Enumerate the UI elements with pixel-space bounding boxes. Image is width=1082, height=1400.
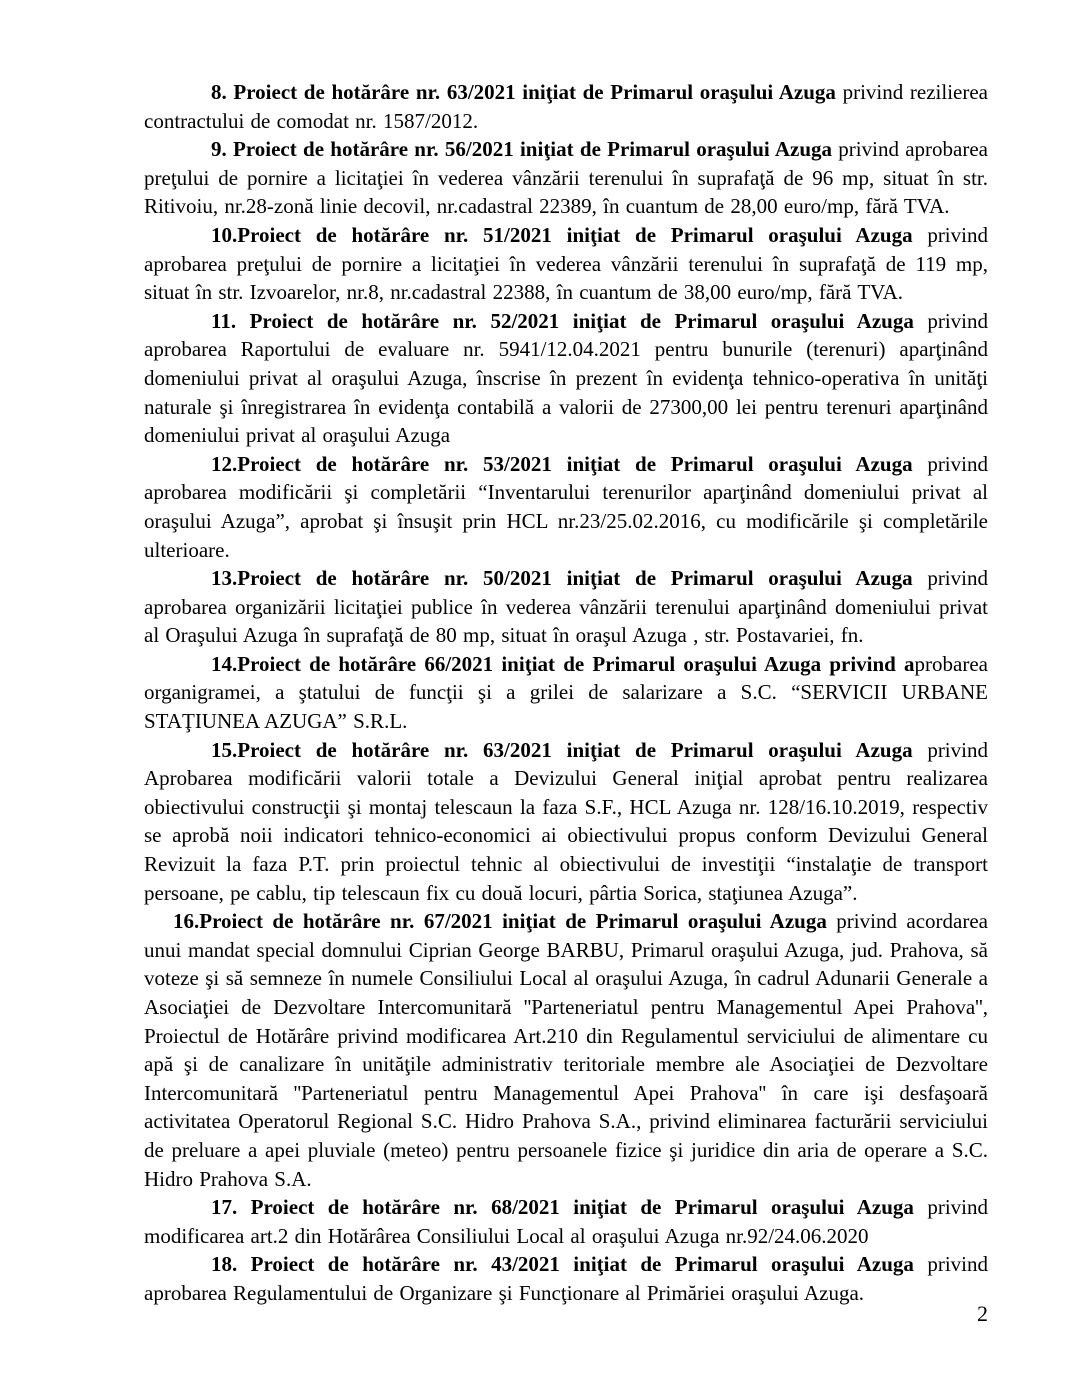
agenda-item-14 [144, 650, 988, 736]
agenda-item-18-title: 18. Proiect de hotărâre nr. 43/2021 iniţiat de Primarul oraşului Azuga [211, 1252, 914, 1277]
agenda-item-15-body: privind Aprobarea modificării valorii totale a Devizului General iniţial aprobat pentru realizarea obiectivului construcţii şi montaj telescaun la faza S.F., HCL Azuga nr. 128/16.10.2019, respectiv se aprobă noii indicatori tehnico-economici ai obiectivului propus conform Devizului General Revizuit la faza P.T. prin proiectul tehnic al obiectivului de investiţii “instalaţie de transport persoane, pe cablu, tip telescaun fix cu două locuri, pârtia Sorica, staţiunea Azuga”. [144, 737, 988, 905]
agenda-item-16-title: 16.Proiect de hotărâre nr. 67/2021 iniţiat de Primarul oraşului Azuga [173, 909, 827, 934]
agenda-item-17-title: 17. Proiect de hotărâre nr. 68/2021 iniţiat de Primarul oraşului Azuga [211, 1195, 914, 1220]
agenda-item-12 [144, 450, 988, 564]
agenda-item-15-title: 15.Proiect de hotărâre nr. 63/2021 iniţiat de Primarul oraşului Azuga [211, 737, 913, 762]
agenda-item-11 [144, 307, 988, 450]
agenda-item-10 [144, 221, 988, 307]
agenda-item-8-body: privind rezilierea contractului de comodat nr. 1587/2012. [144, 80, 988, 133]
agenda-item-8-title: 8. Proiect de hotărâre nr. 63/2021 iniţiat de Primarul oraşului Azuga [211, 80, 836, 104]
agenda-item-18-body: privind aprobarea Regulamentului de Organizare şi Funcţionare al Primăriei oraşului Azuga. [144, 1252, 988, 1305]
agenda-item-17-body: privind modificarea art.2 din Hotărârea Consiliului Local al oraşului Azuga nr.92/24.06.2020 [144, 1195, 988, 1248]
agenda-item-9-body: privind aprobarea preţului de pornire a licitaţiei în vederea vânzării terenului în suprafaţă de 96 mp, situat în str. Ritivoiu, nr.28-zonă linie decovil, nr.cadastral 22389, în cuantum de 28,00 euro/mp, fără TVA. [144, 137, 988, 219]
agenda-item-18 [144, 1250, 988, 1307]
agenda-item-13-body: privind aprobarea organizării licitaţiei publice în vederea vânzării terenului aparţinând domeniului privat al Oraşului Azuga în suprafaţă de 80 mp, situat în oraşul Azuga , str. Postavariei, fn. [144, 566, 988, 648]
agenda-item-16-body: privind acordarea unui mandat special domnului Ciprian George BARBU, Primarul oraşului Azuga, jud. Prahova, să voteze şi să semneze în numele Consiliului Local al oraşului Azuga, în cadrul Adunarii Generale a Asociaţiei de Dezvoltare Intercomunitară ''Parteneriatul pentru Managementul Apei Prahova'', Proiectul de Hotărâre privind modificarea Art.210 din Regulamentul serviciului de alimentare cu apă şi de canalizare în unităţile administrativ teritoriale membre ale Asociaţiei de Dezvoltare Intercomunitară ''Parteneriatul pentru Managementul Apei Prahova'' în care işi desfaşoară activitatea Operatorul Regional S.C. Hidro Prahova S.A., privind eliminarea facturării serviciului de preluare a apei pluviale (meteo) pentru persoanele fizice şi juridice din aria de operare a S.C. Hidro Prahova S.A. [144, 909, 988, 1191]
agenda-item-15 [144, 736, 988, 908]
agenda-item-13 [144, 564, 988, 650]
agenda-item-9-title: 9. Proiect de hotărâre nr. 56/2021 iniţiat de Primarul oraşului Azuga [211, 137, 833, 162]
agenda-item-10-title: 10.Proiect de hotărâre nr. 51/2021 iniţiat de Primarul oraşului Azuga [211, 222, 913, 247]
agenda-item-10-body: privind aprobarea preţului de pornire a licitaţiei în vederea vânzării terenului în suprafaţă de 119 mp, situat în str. Izvoarelor, nr.8, nr.cadastral 22388, în cuantum de 38,00 euro/mp, fără TVA. [144, 222, 988, 305]
agenda-item-14-title: 14.Proiect de hotărâre 66/2021 iniţiat de Primarul oraşului Azuga privind a [211, 651, 915, 676]
agenda-item-8 [144, 78, 988, 135]
agenda-item-13-title: 13.Proiect de hotărâre nr. 50/2021 iniţiat de Primarul oraşului Azuga [211, 566, 913, 591]
agenda-item-9 [144, 135, 988, 221]
document-page [144, 78, 988, 1308]
agenda-item-17 [144, 1193, 988, 1250]
agenda-item-14-body: probarea organigramei, a ştatului de funcţii şi a grilei de salarizare a S.C. “SERVICII URBANE STAŢIUNEA AZUGA” S.R.L. [144, 651, 988, 734]
page-number: 2 [977, 1301, 988, 1326]
agenda-item-11-title: 11. Proiect de hotărâre nr. 52/2021 iniţiat de Primarul oraşului Azuga [211, 308, 914, 333]
agenda-item-11-body: privind aprobarea Raportului de evaluare nr. 5941/12.04.2021 pentru bunurile (terenuri) aparţinând domeniului privat al oraşului Azuga, înscrise în prezent în evidenţa tehnico-operativa în unităţi naturale şi înregistrarea în evidenţa contabilă a valorii de 27300,00 lei pentru terenuri aparţinând domeniului privat al oraşului Azuga [144, 308, 988, 448]
agenda-item-12-title: 12.Proiect de hotărâre nr. 53/2021 iniţiat de Primarul oraşului Azuga [211, 451, 913, 476]
agenda-item-16 [144, 907, 988, 1193]
agenda-item-12-body: privind aprobarea modificării şi completării “Inventarului terenurilor aparţinând domeniului privat al oraşului Azuga”, aprobat şi însuşit prin HCL nr.23/25.02.2016, cu modificările şi completările ulterioare. [144, 451, 988, 562]
